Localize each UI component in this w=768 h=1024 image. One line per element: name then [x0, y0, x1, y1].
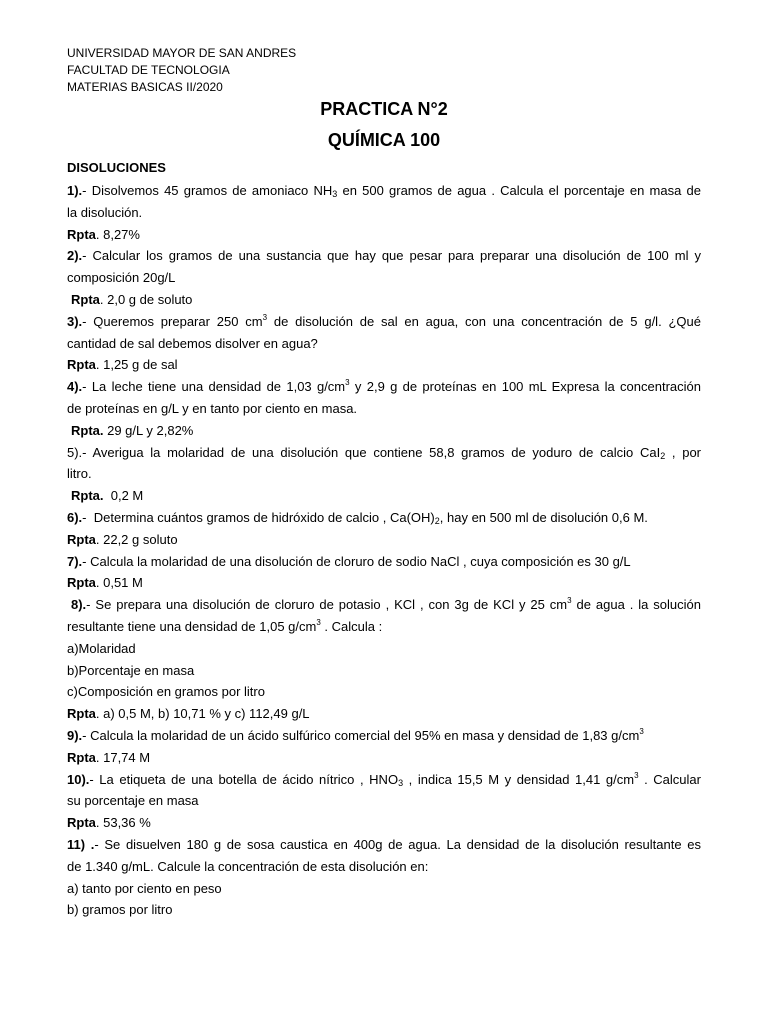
- problem-4-text: - La leche tiene una densidad de 1,03 g/cm: [82, 379, 346, 395]
- problem-8-text-cont: de agua . la solución: [571, 597, 701, 613]
- problem-8-part-b: b)Porcentaje en masa: [67, 662, 195, 678]
- problem-7-line-1: [67, 551, 701, 573]
- answer-label: Rpta: [67, 706, 96, 722]
- problem-5-text-cont: , por: [665, 444, 702, 460]
- answer-label: Rpta.: [71, 488, 104, 504]
- course-name: MATERIAS BASICAS II/2020: [67, 80, 223, 94]
- problem-10-text-cont: , indica 15,5 M y densidad 1,41 g/cm: [403, 771, 635, 787]
- answer-value: 29 g/L y 2,82%: [103, 422, 194, 438]
- problem-11-line-1: [67, 834, 701, 856]
- problem-11-part-a: a) tanto por ciento en peso: [67, 880, 222, 896]
- faculty-name: FACULTAD DE TECNOLOGIA: [67, 63, 230, 77]
- problem-9-answer: [67, 747, 701, 769]
- answer-label: Rpta: [67, 815, 96, 831]
- problem-7-answer: [67, 572, 701, 594]
- problem-1-subscript: 3: [332, 189, 338, 199]
- answer-label: Rpta: [67, 575, 96, 591]
- problem-10-superscript: 3: [634, 770, 639, 780]
- problem-2-line-1: [67, 245, 701, 267]
- document-header: [67, 45, 296, 96]
- answer-value: . 17,74 M: [95, 749, 151, 765]
- problem-6-number: 6).: [67, 509, 83, 525]
- problem-3-superscript: 3: [262, 312, 268, 322]
- practice-title: PRACTICA N°2: [320, 99, 448, 119]
- problem-5-line-2: litro.: [67, 466, 92, 482]
- problem-8-text-2-cont: . Calcula :: [320, 618, 383, 634]
- problem-5-number: 5).: [67, 444, 83, 460]
- problem-3-line-2: cantidad de sal debemos disolver en agua?: [67, 335, 318, 351]
- problem-9-superscript: 3: [639, 726, 644, 736]
- problem-10-number: 10).: [67, 771, 90, 787]
- problem-5-line-1: [67, 442, 701, 464]
- problem-2-answer: [67, 289, 701, 311]
- answer-label: Rpta.: [71, 422, 104, 438]
- problem-5-answer: [67, 485, 701, 507]
- subject-title: QUÍMICA 100: [327, 130, 441, 150]
- problem-8-number: 8).: [71, 597, 87, 613]
- answer-label: Rpta: [67, 226, 96, 242]
- problem-1-answer: [67, 224, 701, 246]
- problem-1-line-1: [67, 180, 701, 202]
- problem-2-number: 2).: [67, 248, 83, 264]
- exercise-list: [67, 180, 701, 921]
- answer-value: . 53,36 %: [95, 815, 151, 831]
- answer-label: Rpta: [67, 749, 96, 765]
- problem-10-text-end: . Calcular: [638, 771, 701, 787]
- answer-value: . 0,51 M: [95, 575, 143, 591]
- answer-label: Rpta: [67, 531, 96, 547]
- problem-6-answer: [67, 529, 701, 551]
- problem-10-subscript: 3: [398, 777, 404, 788]
- problem-6-text: - Determina cuántos gramos de hidróxido de calcio , Ca(OH): [82, 509, 435, 525]
- problem-4-text-cont: y 2,9 g de proteínas en 100 mL Expresa la concentración: [349, 379, 701, 395]
- problem-4-number: 4).: [67, 379, 83, 395]
- problem-9-number: 9).: [67, 727, 83, 743]
- answer-value: . a) 0,5 M, b) 10,71 % y c) 112,49 g/L: [95, 706, 310, 722]
- problem-10-line-1: [67, 769, 701, 791]
- problem-1-text: - Disolvemos 45 gramos de amoniaco NH: [82, 183, 333, 198]
- answer-value: . 2,0 g de soluto: [99, 291, 193, 307]
- answer-label: Rpta: [71, 291, 100, 307]
- problem-11-number: 11) .: [67, 836, 95, 852]
- problem-4-line-1: [67, 376, 701, 398]
- university-name: UNIVERSIDAD MAYOR DE SAN ANDRES: [67, 46, 297, 60]
- problem-3-number: 3).: [67, 313, 83, 329]
- problem-8-text-2: resultante tiene una densidad de 1,05 g/cm: [67, 618, 317, 634]
- problem-4-superscript: 3: [345, 378, 350, 388]
- problem-1-number: 1).: [67, 183, 83, 198]
- answer-value: 0,2 M: [103, 488, 144, 504]
- problem-6-subscript: 2: [434, 515, 440, 526]
- problem-7-text: - Calcula la molaridad de una disolución de cloruro de sodio NaCl , cuya composición es 30 g/L: [82, 553, 631, 569]
- problem-10-answer: [67, 812, 701, 834]
- answer-value: . 1,25 g de sal: [95, 357, 178, 373]
- problem-8-part-a: a)Molaridad: [67, 640, 136, 656]
- problem-8-superscript-2: 3: [316, 617, 321, 627]
- problem-3-line-1: [67, 311, 701, 333]
- problem-2-text: - Calcular los gramos de una sustancia que hay que pesar para preparar una disolución de 100 ml y: [82, 248, 701, 264]
- section-heading: DISOLUCIONES: [67, 160, 166, 175]
- problem-4-answer: [67, 420, 701, 442]
- problem-3-text-cont: de disolución de sal en agua, con una concentración de 5 g/l. ¿Qué: [267, 313, 701, 329]
- problem-9-line-1: [67, 725, 701, 747]
- answer-value: . 22,2 g soluto: [95, 531, 178, 547]
- problem-3-answer: [67, 354, 701, 376]
- problem-6-text-cont: , hay en 500 ml de disolución 0,6 M.: [439, 509, 648, 525]
- problem-10-text: - La etiqueta de una botella de ácido nítrico , HNO: [89, 771, 399, 787]
- problem-9-text: - Calcula la molaridad de un ácido sulfúrico comercial del 95% en masa y densidad de 1,83 g/cm: [82, 727, 640, 743]
- problem-5-text: - Averigua la molaridad de una disolución que contiene 58,8 gramos de yoduro de calcio CaI: [82, 444, 661, 460]
- problem-7-number: 7).: [67, 553, 83, 569]
- problem-11-text: - Se disuelven 180 g de sosa caustica en 400g de agua. La densidad de la disolución resultante es: [94, 836, 701, 852]
- answer-label: Rpta: [67, 357, 96, 373]
- problem-2-line-2: composición 20g/L: [67, 270, 176, 286]
- problem-5-subscript: 2: [660, 450, 666, 461]
- problem-11-part-b: b) gramos por litro: [67, 902, 173, 918]
- problem-8-line-2: [67, 616, 701, 638]
- problem-8-superscript: 3: [567, 596, 572, 606]
- problem-8-line-1: [67, 594, 701, 616]
- problem-4-line-2: de proteínas en g/L y en tanto por ciento en masa.: [67, 400, 358, 416]
- problem-1-line-2: la disolución.: [67, 204, 143, 220]
- problem-1-text-cont: en 500 gramos de agua . Calcula el porcentaje en masa de: [337, 183, 701, 198]
- problem-8-part-c: c)Composición en gramos por litro: [67, 684, 265, 700]
- problem-8-text: - Se prepara una disolución de cloruro de potasio , KCl , con 3g de KCl y 25 cm: [86, 597, 568, 613]
- problem-3-text: - Queremos preparar 250 cm: [82, 313, 263, 329]
- problem-10-line-2: su porcentaje en masa: [67, 793, 199, 809]
- problem-11-line-2: de 1.340 g/mL. Calcule la concentración de esta disolución en:: [67, 858, 429, 874]
- problem-6-line-1: [67, 507, 701, 529]
- answer-value: . 8,27%: [95, 226, 140, 242]
- problem-8-answer: [67, 703, 701, 725]
